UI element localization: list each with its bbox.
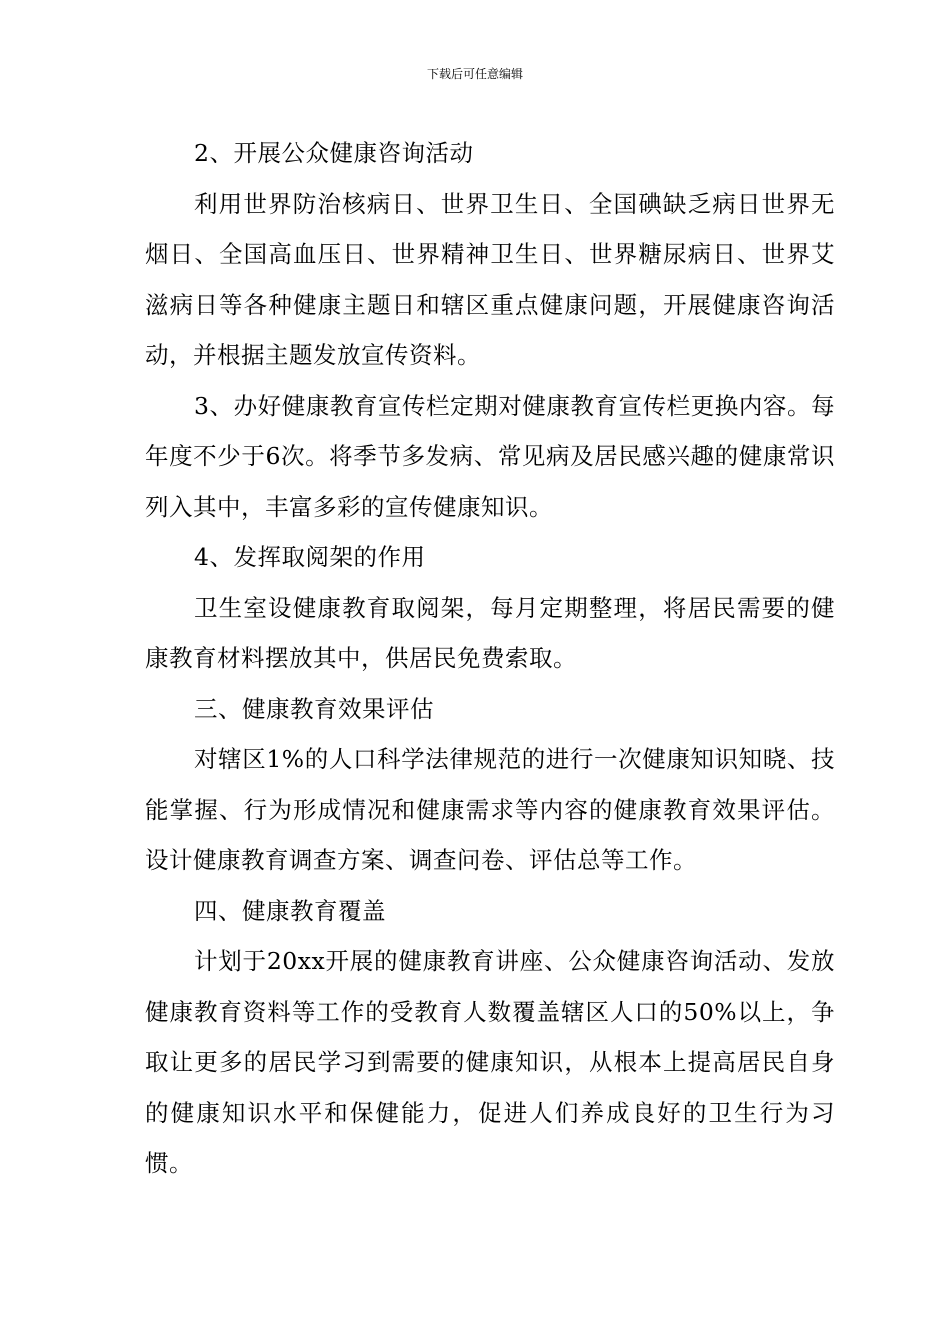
paragraph-evaluation: 对辖区1%的人口科学法律规范的进行一次健康知识知晓、技能掌握、行为形成情况和健康需求等内容的健康教育效果评估。设计健康教育调查方案、调查问卷、评估总等工作。	[145, 745, 835, 874]
paragraph-reading-rack: 卫生室设健康教育取阅架，每月定期整理，将居民需要的健康教育材料摆放其中，供居民免费索取。	[145, 593, 835, 672]
document-body	[145, 128, 835, 1189]
page-header: 下载后可任意编辑	[426, 67, 523, 81]
paragraph-bulletin-board: 3、办好健康教育宣传栏定期对健康教育宣传栏更换内容。每年度不少于6次。将季节多发病、常见病及居民感兴趣的健康常识列入其中，丰富多彩的宣传健康知识。	[145, 391, 835, 521]
section-heading-coverage: 四、健康教育覆盖	[194, 896, 386, 925]
section-heading-evaluation: 三、健康教育效果评估	[194, 694, 434, 723]
paragraph-coverage: 计划于20xx开展的健康教育讲座、公众健康咨询活动、发放健康教育资料等工作的受教育人数覆盖辖区人口的50%以上，争取让更多的居民学习到需要的健康知识，从根本上提高居民自身的健康知识水平和保健能力，促进人们养成良好的卫生行为习惯。	[145, 947, 835, 1177]
section-heading-consultation: 2、开展公众健康咨询活动	[194, 139, 474, 167]
paragraph-consultation-details: 利用世界防治核病日、世界卫生日、全国碘缺乏病日世界无烟日、全国高血压日、世界精神卫生日、世界糖尿病日、世界艾滋病日等各种健康主题日和辖区重点健康问题，开展健康咨询活动，并根据主题发放宣传资料。	[145, 189, 835, 369]
section-heading-reading-rack: 4、发挥取阅架的作用	[194, 543, 426, 571]
